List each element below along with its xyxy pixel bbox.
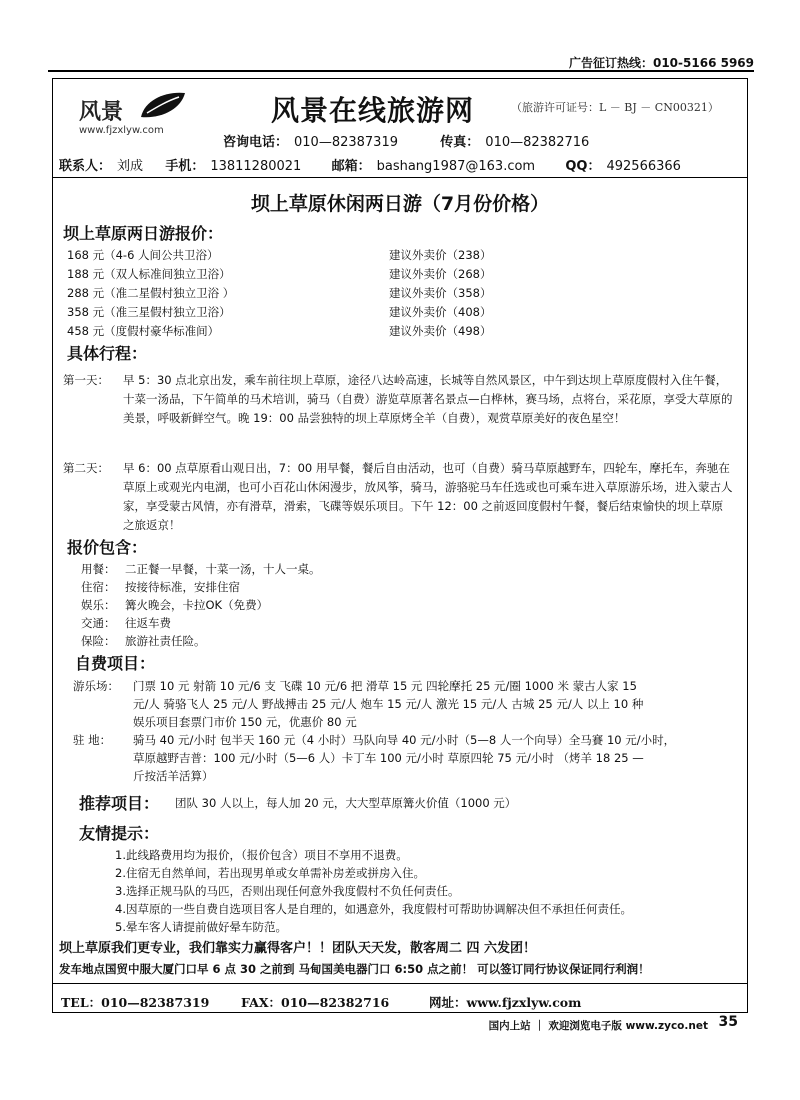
included-value: 旅游社责任险。 [125, 634, 206, 648]
suggested-price: 建议外卖价（268） [389, 267, 492, 281]
price-value: 458 元（度假村豪华标准间） [67, 324, 220, 338]
price-value: 358 元（准三星假村独立卫浴） [67, 305, 231, 319]
included-label: 住宿： [81, 580, 116, 594]
included-row [81, 633, 206, 649]
tip-item: 1.此线路费用均为报价，（报价包含）项目不享用不退费。 [115, 848, 408, 862]
header-divider [53, 177, 747, 178]
tip-item: 2.住宿无自然单间，若出现男单或女单需补房差或拼房入住。 [115, 866, 425, 880]
park-line: 门票 10 元 射箭 10 元/6 支 飞碟 10 元/6 把 滑草 15 元 四轮摩托 25 元/圈 1000 米 蒙古人家 15 [133, 679, 637, 693]
phone-number: 010—82387319 [294, 135, 398, 150]
ad-frame [52, 78, 748, 1013]
included-value: 二正餐一早餐，十菜一汤，十人一桌。 [125, 562, 321, 576]
slogan: 坝上草原我们更专业，我们靠实力赢得客户！！团队天天发，散客周二 四 六发团！ [59, 941, 537, 956]
logo [79, 91, 189, 143]
included-label: 用餐： [81, 562, 116, 576]
included-value: 按接待标准，安排住宿 [125, 580, 240, 594]
park-items [133, 677, 733, 731]
mobile-number: 13811280021 [210, 159, 302, 174]
resort-line: 草原越野吉普：100 元/小时（5—6 人）卡丁车 100 元/小时 草原四轮 75 元/小时 （烤羊 18 25 — [133, 751, 644, 765]
footer-divider [53, 983, 747, 984]
park-line: 娱乐项目套票门市价 150 元，优惠价 80 元 [133, 715, 357, 729]
price-value: 288 元（准二星假村独立卫浴 ） [67, 286, 235, 300]
site-name: 风景在线旅游网 [271, 94, 475, 127]
included-label: 保险： [81, 634, 116, 648]
contact-label: 联系人： [59, 159, 112, 174]
mobile-label: 手机： [165, 159, 205, 174]
page-title: 坝上草原休闲两日游（7月份价格） [250, 193, 550, 215]
itinerary-heading: 具体行程： [67, 344, 148, 363]
included-label: 娱乐： [81, 598, 116, 612]
bottom-bar-text: 国内上站 ｜ 欢迎浏览电子版 www.zyco.net [488, 1020, 708, 1032]
included-label: 交通： [81, 616, 116, 630]
suggested-price: 建议外卖价（238） [389, 248, 492, 262]
price-row [67, 266, 727, 282]
price-value: 168 元（4-6 人间公共卫浴） [67, 248, 219, 262]
ad-hotline: 广告征订热线：010-5166 5969 [568, 56, 754, 70]
contact-row [59, 155, 681, 174]
qq-label: QQ： [565, 159, 601, 174]
email-address: bashang1987@163.com [376, 159, 536, 174]
day-2-text: 早 6：00 点草原看山观日出，7：00 用早餐，餐后自由活动，也可（自费）骑马草原越野车，四轮车，摩托车，奔驰在草原上或观光内电湖，也可小百花山休闲漫步，放风筝，骑马，游骆驼马车任选或也可乘车进入草原游乐场，进入蒙古人家，享受蒙古风情，亦有滑草，滑索，飞碟等娱乐项目。下午 12：00 之前返回度假村午餐，餐后结束愉快的坝上草原之旅返京！ [123, 461, 733, 532]
tip-item: 5.晕车客人请提前做好晕车防范。 [115, 920, 287, 934]
resort-line: 骑马 40 元/小时 包半天 160 元（4 小时）马队向导 40 元/小时（5—8 人一个向导）全马賽 10 元/小时， [133, 733, 676, 747]
email-label: 邮箱： [331, 159, 371, 174]
day-1-label: 第一天： [63, 373, 109, 387]
recommend-heading: 推荐项目： [79, 794, 160, 813]
included-value: 往返车费 [125, 616, 171, 630]
price-row [67, 247, 727, 263]
suggested-price: 建议外卖价（498） [389, 324, 492, 338]
qq-number: 492566366 [606, 159, 681, 174]
footer-fax: FAX：010—82382716 [241, 995, 390, 1010]
footer-website: 网址：www.fjzxlyw.com [429, 995, 582, 1010]
included-row [81, 561, 321, 577]
price-value: 188 元（双人标准间独立卫浴） [67, 267, 231, 281]
price-row [67, 323, 727, 339]
route-note: 发车地点国贸中服大厦门口早 6 点 30 之前到 马甸国美电器门口 6:50 点之前！ 可以签订同行协议保证同行利润！ [59, 962, 650, 976]
day-1-text: 早 5：30 点北京出发，乘车前往坝上草原，途径八达岭高速，长城等自然风景区，中午到达坝上草原度假村入住午餐，十菜一汤品，下午简单的马术培训，骑马（自费）游览草原著名景点—白桦林，赛马场，点将台，采花原，享受大草原的美景，呼吸新鲜空气。晚 19：00 品尝独特的坝上草原烤全羊（自费），观赏草原美好的夜色星空！ [123, 373, 733, 425]
included-heading: 报价包含： [67, 538, 148, 557]
fax-number: 010—82382716 [485, 135, 590, 150]
phone-row [223, 131, 589, 150]
recommend-text: 团队 30 人以上，每人加 20 元，大大型草原篝火价值（1000 元） [175, 796, 517, 810]
self-paid-heading: 自费项目： [75, 654, 156, 673]
included-row [81, 579, 240, 595]
contact-name: 刘成 [117, 159, 144, 174]
resort-line: 斤按活羊活算） [133, 769, 214, 783]
park-line: 元/人 骑骆飞人 25 元/人 野战搏击 25 元/人 炮车 15 元/人 激光 15 元/人 古城 25 元/人 以上 10 种 [133, 697, 644, 711]
logo-url: www.fjzxlyw.com [79, 125, 164, 136]
top-divider [48, 70, 754, 72]
license-number: （旅游许可证号：L － BJ － CN00321） [511, 101, 719, 114]
footer-tel: TEL：010—82387319 [61, 995, 210, 1010]
tips-heading: 友情提示： [79, 824, 160, 843]
resort-items [133, 731, 733, 785]
tip-item: 4.因草原的一些自费自选项目客人是自理的，如遇意外，我度假村可帮助协调解决但不承担任何责任。 [115, 902, 632, 916]
park-label: 游乐场： [73, 679, 119, 693]
included-row [81, 597, 268, 613]
page-number: 35 [718, 1014, 738, 1030]
quote-heading: 坝上草原两日游报价： [63, 224, 224, 243]
price-row [67, 285, 727, 301]
included-row [81, 615, 171, 631]
tip-item: 3.选择正规马队的马匹，否则出现任何意外我度假村不负任何责任。 [115, 884, 460, 898]
day-2-label: 第二天： [63, 461, 109, 475]
suggested-price: 建议外卖价（358） [389, 286, 492, 300]
fax-label: 传真： [440, 135, 480, 150]
price-row [67, 304, 727, 320]
phone-label: 咨询电话： [223, 135, 289, 150]
suggested-price: 建议外卖价（408） [389, 305, 492, 319]
resort-label: 驻 地： [73, 733, 112, 747]
logo-text: 风景 [79, 99, 124, 125]
included-value: 篝火晚会，卡拉OK（免费） [125, 598, 269, 612]
leaf-icon [137, 91, 187, 121]
